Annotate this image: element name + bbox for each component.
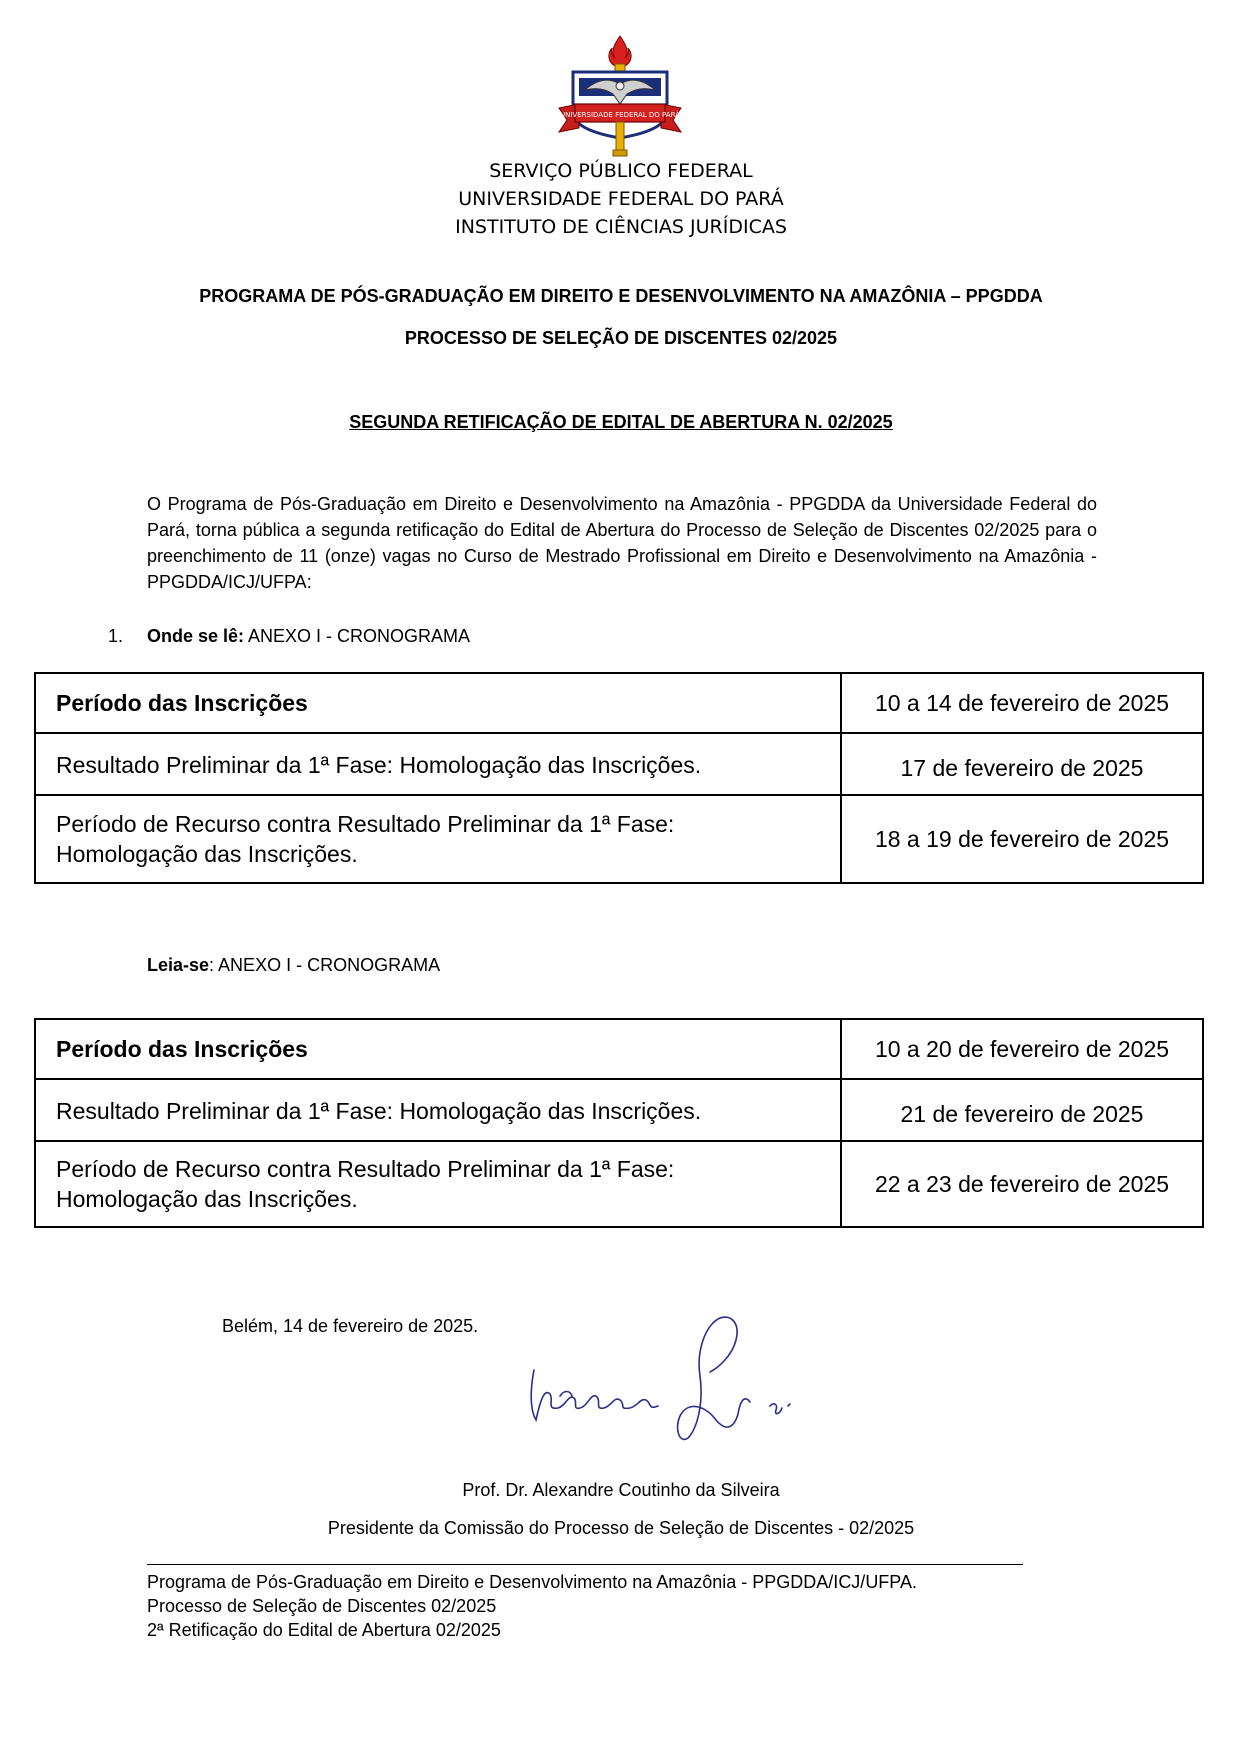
section-1-heading bbox=[147, 626, 470, 647]
table-cell: Resultado Preliminar da 1ª Fase: Homologação das Inscrições. bbox=[35, 1079, 841, 1141]
handwritten-signature bbox=[520, 1310, 810, 1450]
table-cell: 22 a 23 de fevereiro de 2025 bbox=[841, 1141, 1203, 1227]
place-and-date: Belém, 14 de fevereiro de 2025. bbox=[222, 1316, 479, 1336]
table-row bbox=[35, 673, 1203, 733]
university-seal-logo bbox=[555, 34, 685, 160]
table-cell: 17 de fevereiro de 2025 bbox=[841, 733, 1203, 795]
table-cell: 18 a 19 de fevereiro de 2025 bbox=[841, 795, 1203, 883]
section-2-heading bbox=[147, 955, 440, 976]
table-cell: Período das Inscrições bbox=[35, 1019, 841, 1079]
table-cell: Período de Recurso contra Resultado Preliminar da 1ª Fase: Homologação das Inscrições. bbox=[35, 1141, 841, 1227]
signer-role: Presidente da Comissão do Processo de Seleção de Discentes - 02/2025 bbox=[327, 1518, 915, 1538]
table-row bbox=[35, 1019, 1203, 1079]
table-cell: 10 a 20 de fevereiro de 2025 bbox=[841, 1019, 1203, 1079]
footer-line-process: Processo de Seleção de Discentes 02/2025 bbox=[147, 1596, 497, 1616]
header-line-university: UNIVERSIDADE FEDERAL DO PARÁ bbox=[458, 188, 784, 210]
table-row bbox=[35, 1141, 1203, 1227]
table-cell: 21 de fevereiro de 2025 bbox=[841, 1079, 1203, 1141]
table-cell: Resultado Preliminar da 1ª Fase: Homologação das Inscrições. bbox=[35, 733, 841, 795]
table-cell: Período das Inscrições bbox=[35, 673, 841, 733]
table-row bbox=[35, 733, 1203, 795]
table-row bbox=[35, 1079, 1203, 1141]
section-1-number: 1. bbox=[108, 626, 124, 646]
table-cell: Período de Recurso contra Resultado Preliminar da 1ª Fase: Homologação das Inscrições. bbox=[35, 795, 841, 883]
schedule-table-original bbox=[34, 672, 1204, 884]
process-title: PROCESSO DE SELEÇÃO DE DISCENTES 02/2025 bbox=[404, 328, 838, 348]
footer-line-program: Programa de Pós-Graduação em Direito e Desenvolvimento na Amazônia - PPGDDA/ICJ/UFPA. bbox=[147, 1572, 917, 1592]
signer-name: Prof. Dr. Alexandre Coutinho da Silveira bbox=[462, 1480, 780, 1500]
section-2-label: Leia-se bbox=[147, 955, 210, 975]
header-line-institute: INSTITUTO DE CIÊNCIAS JURÍDICAS bbox=[455, 216, 787, 238]
logo-banner-text: UNIVERSIDADE FEDERAL DO PARÁ bbox=[560, 111, 680, 119]
document-title: SEGUNDA RETIFICAÇÃO DE EDITAL DE ABERTURA N. 02/2025 bbox=[349, 412, 893, 432]
table-row bbox=[35, 795, 1203, 883]
footer-divider bbox=[147, 1564, 1023, 1565]
intro-paragraph: O Programa de Pós-Graduação em Direito e Desenvolvimento na Amazônia - PPGDDA da Universidade Federal do Pará, torna pública a segunda retificação do Edital de Abertura do Processo de Seleção de Discentes 02/2025 para o preenchimento de 11 (onze) vagas no Curso de Mestrado Profissional em Direito e Desenvolvimento na Amazônia - PPGDDA/ICJ/UFPA: bbox=[147, 494, 1097, 592]
table-cell: 10 a 14 de fevereiro de 2025 bbox=[841, 673, 1203, 733]
schedule-table-corrected bbox=[34, 1018, 1204, 1228]
footer bbox=[147, 1570, 917, 1642]
footer-line-rectification: 2ª Retificação do Edital de Abertura 02/2025 bbox=[147, 1620, 501, 1640]
program-title: PROGRAMA DE PÓS-GRADUAÇÃO EM DIREITO E DESENVOLVIMENTO NA AMAZÔNIA – PPGDDA bbox=[199, 286, 1043, 306]
section-1-label: Onde se lê: bbox=[147, 626, 245, 646]
section-1-text: ANEXO I - CRONOGRAMA bbox=[244, 626, 471, 646]
section-2-text: : ANEXO I - CRONOGRAMA bbox=[209, 955, 441, 975]
header-line-public-service: SERVIÇO PÚBLICO FEDERAL bbox=[489, 160, 753, 182]
